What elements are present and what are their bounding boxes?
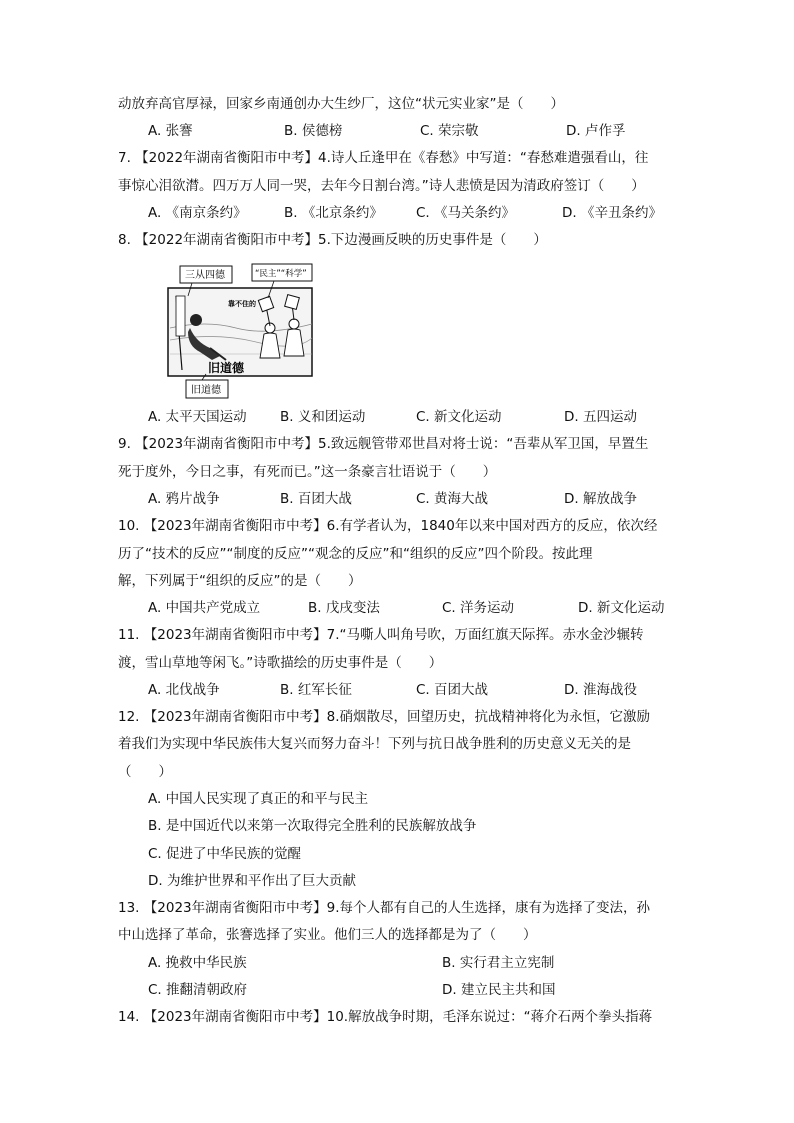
q11-option-d[interactable]: D. 淮海战役 — [564, 682, 637, 698]
q8-option-d[interactable]: D. 五四运动 — [564, 409, 637, 425]
q11-option-c[interactable]: C. 百团大战 — [416, 682, 489, 698]
q10-option-b[interactable]: B. 戊戌变法 — [308, 600, 380, 616]
cartoon-inner-caption: 旧道德 — [208, 361, 245, 375]
q9-option-d[interactable]: D. 解放战争 — [564, 491, 637, 507]
q6-option-a[interactable]: A. 张謇 — [148, 123, 193, 139]
q11-stem-line2: 渡，雪山草地等闲飞。”诗歌描绘的历史事件是（ ） — [118, 655, 443, 671]
q10-option-c[interactable]: C. 洋务运动 — [442, 600, 515, 616]
q10-options — [148, 598, 668, 618]
q12-stem-line2: 着我们为实现中华民族伟大复兴而努力奋斗！下列与抗日战争胜利的历史意义无关的是 — [118, 736, 631, 752]
cartoon-speech: 靠不住的 — [228, 300, 256, 308]
q10-option-d[interactable]: D. 新文化运动 — [578, 600, 665, 616]
q11-stem-line1: 11. 【2023年湖南省衡阳市中考】7.“马嘶人叫角号吹，万面红旗天际挥。赤水金沙辗转 — [118, 627, 644, 643]
q12-stem-line3: （ ） — [118, 764, 172, 780]
q13-options-row2 — [148, 980, 668, 1000]
q12-stem-line1: 12. 【2023年湖南省衡阳市中考】8.硝烟散尽，回望历史，抗战精神将化为永恒，它激励 — [118, 709, 650, 725]
q8-stem: 8. 【2022年湖南省衡阳市中考】5.下边漫画反映的历史事件是（ ） — [118, 232, 547, 248]
q12-option-b[interactable]: B. 是中国近代以来第一次取得完全胜利的民族解放战争 — [148, 818, 477, 834]
q8-option-c[interactable]: C. 新文化运动 — [416, 409, 502, 425]
q10-stem-line2: 历了“技术的反应”“制度的反应”“观念的反应”和“组织的反应”四个阶段。按此理 — [118, 546, 593, 562]
q13-option-b[interactable]: B. 实行君主立宪制 — [442, 955, 555, 971]
q11-option-a[interactable]: A. 北伐战争 — [148, 682, 220, 698]
q7-option-c[interactable]: C. 《马关条约》 — [416, 205, 516, 221]
q6-option-b[interactable]: B. 侯德榜 — [284, 123, 343, 139]
q13-option-c[interactable]: C. 推翻清朝政府 — [148, 982, 248, 998]
q11-options — [148, 680, 668, 700]
q13-stem-line2: 中山选择了革命，张謇选择了实业。他们三人的选择都是为了（ ） — [118, 927, 537, 943]
cartoon-illustration — [166, 262, 314, 400]
q9-stem-line2: 死于度外，今日之事，有死而已。”这一条豪言壮语说于（ ） — [118, 464, 497, 480]
q7-option-d[interactable]: D. 《辛丑条约》 — [562, 205, 662, 221]
q13-options-row1 — [148, 953, 668, 973]
q9-option-c[interactable]: C. 黄海大战 — [416, 491, 489, 507]
q14-stem-line1: 14. 【2023年湖南省衡阳市中考】10.解放战争时期，毛泽东说过：“蒋介石两个拳头指蒋 — [118, 1009, 653, 1025]
q6-stem-end: 动放弃高官厚禄，回家乡南通创办大生纱厂，这位“状元实业家”是（ ） — [118, 96, 564, 112]
q6-options — [148, 121, 668, 141]
q11-option-b[interactable]: B. 红军长征 — [280, 682, 352, 698]
q6-option-c[interactable]: C. 荣宗敬 — [420, 123, 479, 139]
q12-option-a[interactable]: A. 中国人民实现了真正的和平与民主 — [148, 791, 369, 807]
q7-options — [148, 203, 668, 223]
q6-option-d[interactable]: D. 卢作孚 — [566, 123, 626, 139]
q7-stem-line1: 7. 【2022年湖南省衡阳市中考】4.诗人丘逢甲在《春愁》中写道：“春愁难遣强看山，往 — [118, 150, 649, 166]
q8-cartoon-image — [166, 262, 314, 400]
q7-option-b[interactable]: B. 《北京条约》 — [284, 205, 383, 221]
q8-option-a[interactable]: A. 太平天国运动 — [148, 409, 247, 425]
q9-option-a[interactable]: A. 鸦片战争 — [148, 491, 220, 507]
q7-option-a[interactable]: A. 《南京条约》 — [148, 205, 247, 221]
q9-option-b[interactable]: B. 百团大战 — [280, 491, 352, 507]
cartoon-label-top-left: 三从四德 — [185, 270, 225, 281]
q7-stem-line2: 事惊心泪欲潸。四万万人同一哭，去年今日割台湾。”诗人悲愤是因为清政府签订（ ） — [118, 178, 645, 194]
q12-option-c[interactable]: C. 促进了中华民族的觉醒 — [148, 846, 302, 862]
q8-option-b[interactable]: B. 义和团运动 — [280, 409, 366, 425]
q12-option-d[interactable]: D. 为维护世界和平作出了巨大贡献 — [148, 873, 356, 889]
q9-stem-line1: 9. 【2023年湖南省衡阳市中考】5.致远舰管带邓世昌对将士说：“吾辈从军卫国，早置生 — [118, 436, 649, 452]
cartoon-label-bottom: 旧道德 — [191, 385, 221, 396]
q10-option-a[interactable]: A. 中国共产党成立 — [148, 600, 261, 616]
q8-options — [148, 407, 668, 427]
cartoon-label-top-right: “民主”“科学” — [255, 269, 307, 279]
q13-stem-line1: 13. 【2023年湖南省衡阳市中考】9.每个人都有自己的人生选择，康有为选择了变法，孙 — [118, 900, 650, 916]
q13-option-a[interactable]: A. 挽救中华民族 — [148, 955, 247, 971]
q9-options — [148, 489, 668, 509]
q10-stem-line3: 解，下列属于“组织的反应”的是（ ） — [118, 573, 362, 589]
q13-option-d[interactable]: D. 建立民主共和国 — [442, 982, 556, 998]
q10-stem-line1: 10. 【2023年湖南省衡阳市中考】6.有学者认为，1840年以来中国对西方的反应，依次经 — [118, 518, 658, 534]
